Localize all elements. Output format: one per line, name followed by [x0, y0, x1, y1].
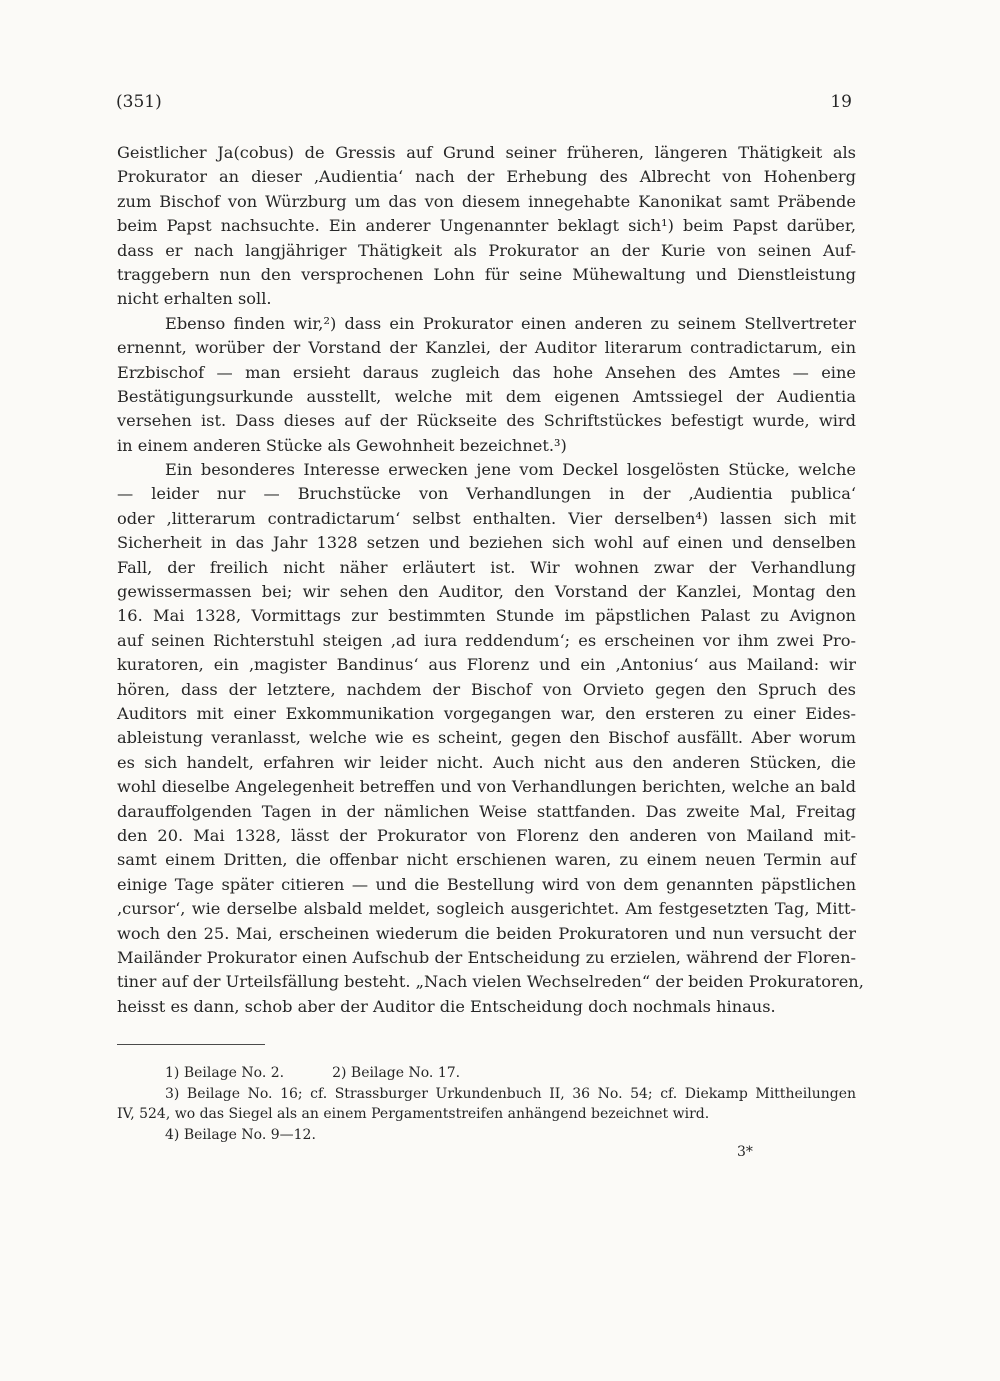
- body-line: versehen ist. Dass dieses auf der Rückseite des Schriftstückes befestigt wurde, wird: [117, 411, 856, 431]
- body-line: Auditors mit einer Exkommunikation vorgegangen war, den ersteren zu einer Eides-: [117, 703, 856, 723]
- body-line: heisst es dann, schob aber der Auditor die Entscheidung doch nochmals hinaus.: [117, 996, 776, 1016]
- footnote-1: 1) Beilage No. 2.: [165, 1065, 285, 1081]
- page-identifier: (351): [116, 92, 162, 112]
- footnote-2: 2) Beilage No. 17.: [332, 1065, 461, 1081]
- paragraph-start-line: Ebenso finden wir,²) dass ein Prokurator einen anderen zu seinem Stellvertreter: [165, 313, 856, 333]
- body-line: — leider nur — Bruchstücke von Verhandlungen in der ‚Audientia publica‘: [117, 484, 856, 504]
- body-line: wohl dieselbe Angelegenheit betreffen und von Verhandlungen berichten, welche an bald: [117, 777, 856, 797]
- body-line: oder ‚litterarum contradictarum‘ selbst enthalten. Vier derselben⁴) lassen sich mit: [117, 508, 856, 528]
- paragraph-start-line: Ein besonderes Interesse erwecken jene vom Deckel losgelösten Stücke, welche: [165, 460, 856, 480]
- body-line: gewissermassen bei; wir sehen den Auditor, den Vorstand der Kanzlei, Montag den: [117, 582, 856, 602]
- body-line: kuratoren, ein ‚magister Bandinus‘ aus Florenz und ein ‚Antonius‘ aus Mailand: wir: [117, 655, 856, 675]
- body-line: Sicherheit in das Jahr 1328 setzen und beziehen sich wohl auf einen und denselben: [117, 533, 856, 553]
- body-line: Mailänder Prokurator einen Aufschub der Entscheidung zu erzielen, während der Floren-: [117, 947, 856, 967]
- body-line: samt einem Dritten, die offenbar nicht erschienen waren, zu einem neuen Termin auf: [117, 850, 856, 870]
- body-line: ernennt, worüber der Vorstand der Kanzlei, der Auditor literarum contradictarum, ein: [117, 338, 856, 358]
- body-line: woch den 25. Mai, erscheinen wiederum die beiden Prokuratoren und nun versucht der: [117, 923, 856, 943]
- body-line: einige Tage später citieren — und die Bestellung wird von dem genannten päpstlichen: [117, 874, 856, 894]
- body-line: nicht erhalten soll.: [117, 289, 272, 309]
- body-line: traggebern nun den versprochenen Lohn für seine Mühewaltung und Dienstleistung: [117, 264, 856, 284]
- signature-mark: 3*: [737, 1144, 753, 1160]
- body-line: ableistung veranlasst, welche wie es scheint, gegen den Bischof ausfällt. Aber worum: [117, 728, 856, 748]
- body-line: ‚cursor‘, wie derselbe alsbald meldet, sogleich ausgerichtet. Am festgesetzten Tag, Mitt-: [117, 899, 856, 919]
- body-line: dass er nach langjähriger Thätigkeit als Prokurator an der Kurie von seinen Auf-: [117, 240, 856, 260]
- body-line: es sich handelt, erfahren wir leider nicht. Auch nicht aus den anderen Stücken, die: [117, 752, 856, 772]
- body-line: tiner auf der Urteilsfällung besteht. „Nach vielen Wechselreden“ der beiden Prokuratoren,: [117, 972, 864, 992]
- footnote-3-line-2: IV, 524, wo das Siegel als an einem Pergamentstreifen anhängend bezeichnet wird.: [117, 1106, 710, 1122]
- footnotes: [117, 1063, 856, 1145]
- body-line: auf seinen Richterstuhl steigen ‚ad iura reddendum‘; es erscheinen vor ihm zwei Pro-: [117, 630, 856, 650]
- footnote-3-line-1: 3) Beilage No. 16; cf. Strassburger Urkundenbuch II, 36 No. 54; cf. Diekamp Mittheilungen: [165, 1085, 856, 1102]
- body-line: Bestätigungsurkunde ausstellt, welche mit dem eigenen Amtssiegel der Audientia: [117, 386, 856, 406]
- body-line: beim Papst nachsuchte. Ein anderer Ungenannter beklagt sich¹) beim Papst darüber,: [117, 216, 856, 236]
- body-line: Fall, der freilich nicht näher erläutert ist. Wir wohnen zwar der Verhandlung: [117, 557, 856, 577]
- body-text: [117, 141, 864, 1019]
- footnote-4: 4) Beilage No. 9—12.: [165, 1126, 316, 1143]
- body-line: in einem anderen Stücke als Gewohnheit bezeichnet.³): [117, 435, 567, 455]
- body-line: den 20. Mai 1328, lässt der Prokurator von Florenz den anderen von Mailand mit-: [117, 825, 856, 845]
- body-line: hören, dass der letztere, nachdem der Bischof von Orvieto gegen den Spruch des: [117, 679, 856, 699]
- body-line: darauffolgenden Tagen in der nämlichen Weise stattfanden. Das zweite Mal, Freitag: [117, 801, 856, 821]
- body-line: Erzbischof — man ersieht daraus zugleich das hohe Ansehen des Amtes — eine: [117, 362, 856, 382]
- footnote-row: [117, 1063, 856, 1084]
- page-number: 19: [830, 92, 852, 112]
- body-line: 16. Mai 1328, Vormittags zur bestimmten Stunde im päpstlichen Palast zu Avignon: [117, 606, 856, 626]
- footnote-separator: [117, 1044, 265, 1045]
- body-line: zum Bischof von Würzburg um das von diesem innegehabte Kanonikat samt Präbende: [117, 191, 856, 211]
- body-line: Geistlicher Ja(cobus) de Gressis auf Grund seiner früheren, längeren Thätigkeit als: [117, 143, 856, 162]
- body-line: Prokurator an dieser ‚Audientia‘ nach der Erhebung des Albrecht von Hohenberg: [117, 167, 856, 187]
- running-head: [116, 92, 852, 120]
